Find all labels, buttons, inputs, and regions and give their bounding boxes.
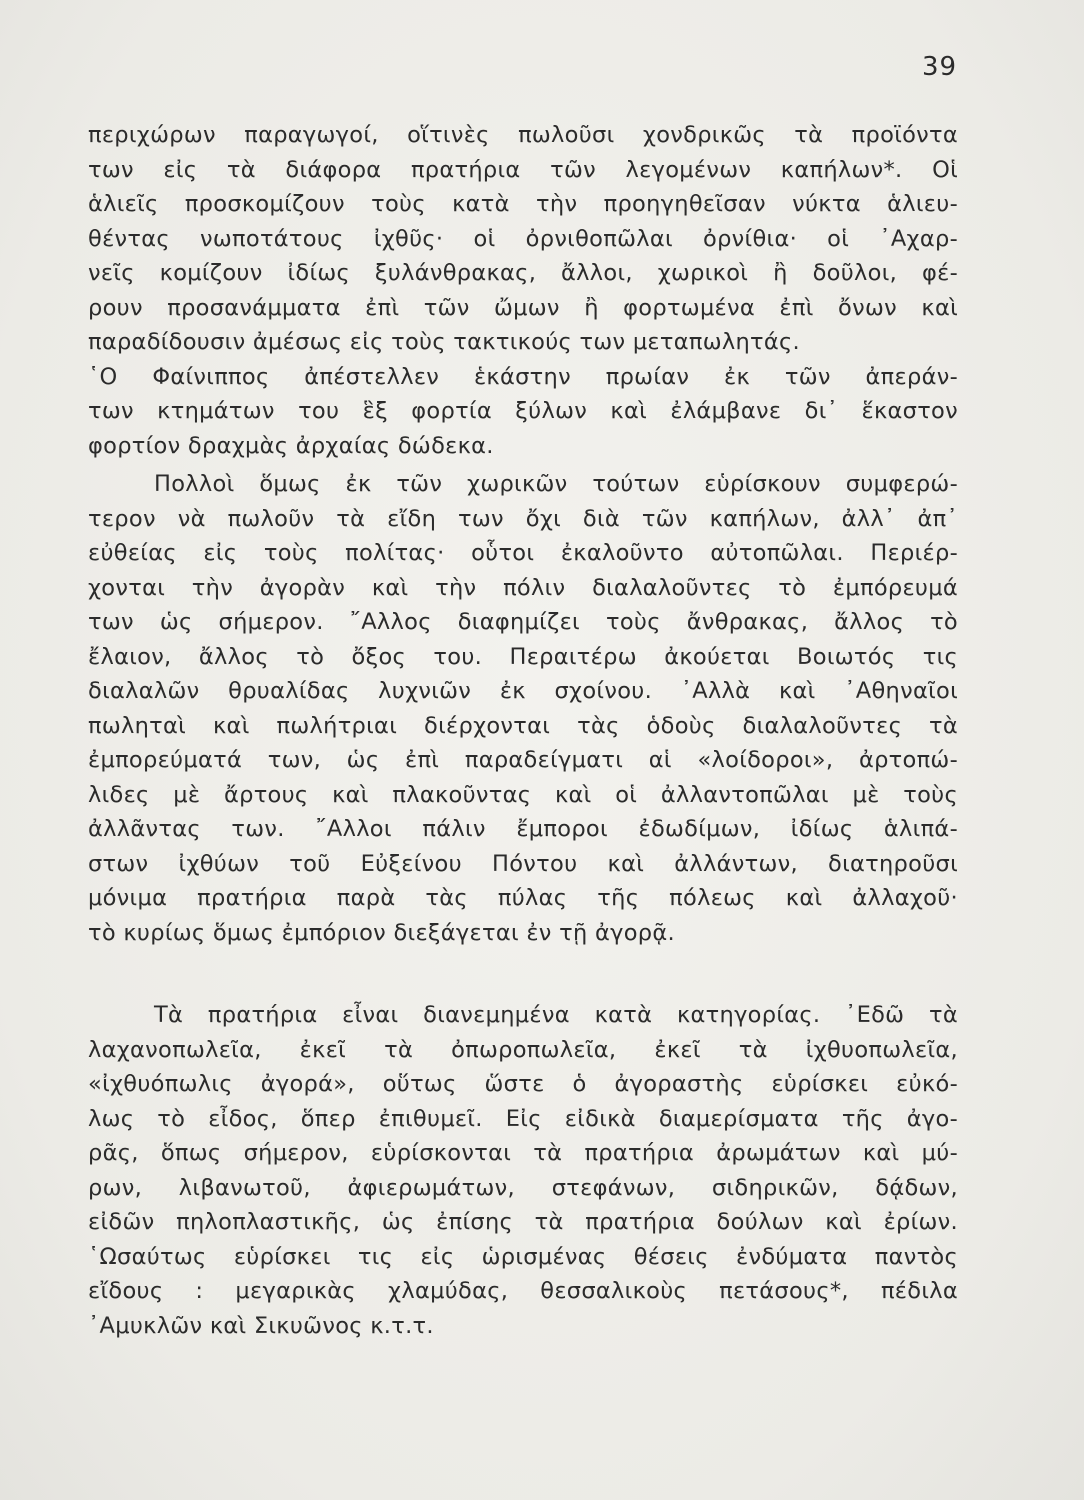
- paragraph-1: [88, 118, 958, 463]
- text-line: λιδες μὲ ἄρτους καὶ πλακοῦντας καὶ οἱ ἀλλαντοπῶλαι μὲ τοὺς: [88, 781, 958, 808]
- text-line: λως τὸ εἶδος, ὅπερ ἐπιθυμεῖ. Εἰς εἰδικὰ διαμερίσματα τῆς ἀγο-: [88, 1105, 958, 1132]
- text-line: ἁλιεῖς προσκομίζουν τοὺς κατὰ τὴν προηγηθεῖσαν νύκτα ἁλιευ-: [88, 191, 958, 217]
- text-line: «ἰχθυόπωλις ἀγορά», οὕτως ὥστε ὁ ἀγοραστὴς εὑρίσκει εὐκό-: [88, 1071, 958, 1097]
- text-line: ρᾶς, ὅπως σήμερον, εὑρίσκονται τὰ πρατήρια ἀρωμάτων καὶ μύ-: [88, 1140, 958, 1166]
- text-line: των ὡς σήμερον. ῎Αλλος διαφημίζει τοὺς ἄνθρακας, ἄλλος τὸ: [88, 609, 958, 635]
- text-line: διαλαλῶν θρυαλίδας λυχνιῶν ἐκ σχοίνου. ᾿Αλλὰ καὶ ᾿Αθηναῖοι: [88, 678, 958, 704]
- text-line: φορτίον δραχμὰς ἀρχαίας δώδεκα.: [88, 432, 494, 459]
- text-line: εἰδῶν πηλοπλαστικῆς, ὡς ἐπίσης τὰ πρατήρια δούλων καὶ ἐρίων.: [88, 1209, 958, 1235]
- text-line: των κτημάτων του ἓξ φορτία ξύλων καὶ ἐλάμβανε δι᾿ ἕκαστον: [88, 398, 958, 424]
- text-line: ῾Ωσαύτως εὑρίσκει τις εἰς ὡρισμένας θέσεις ἐνδύματα παντὸς: [88, 1243, 958, 1270]
- body-text: [88, 118, 958, 1343]
- paragraph-3: [88, 998, 958, 1343]
- text-line: των εἰς τὰ διάφορα πρατήρια τῶν λεγομένων καπήλων*. Οἱ: [88, 156, 958, 183]
- text-line: πωληταὶ καὶ πωλήτριαι διέρχονται τὰς ὁδοὺς διαλαλοῦντες τὰ: [88, 712, 958, 739]
- text-line: παραδίδουσιν ἀμέσως εἰς τοὺς τακτικούς των μεταπωλητάς.: [88, 329, 800, 355]
- text-line: θέντας νωποτάτους ἰχθῦς· οἱ ὀρνιθοπῶλαι ὀρνίθια· οἱ ᾿Αχαρ-: [88, 225, 958, 252]
- text-line: ῾Ο Φαίνιππος ἀπέστελλεν ἑκάστην πρωίαν ἐκ τῶν ἀπεράν-: [88, 363, 958, 390]
- text-line: ἀλλᾶντας των. ῎Αλλοι πάλιν ἔμποροι ἐδωδίμων, ἰδίως ἁλιπά-: [88, 816, 958, 842]
- text-line: Πολλοὶ ὅμως ἐκ τῶν χωρικῶν τούτων εὑρίσκουν συμφερώ-: [154, 471, 958, 497]
- text-line: Τὰ πρατήρια εἶναι διανεμημένα κατὰ κατηγορίας. ᾿Εδῶ τὰ: [154, 1002, 958, 1028]
- text-line: ἔλαιον, ἄλλος τὸ ὄξος του. Περαιτέρω ἀκούεται Βοιωτός τις: [88, 643, 958, 670]
- text-line: χονται τὴν ἀγορὰν καὶ τὴν πόλιν διαλαλοῦντες τὸ ἐμπόρευμά: [88, 574, 958, 601]
- text-line: εὐθείας εἰς τοὺς πολίτας· οὗτοι ἐκαλοῦντο αὐτοπῶλαι. Περιέρ-: [88, 540, 958, 566]
- text-line: ἐμπορεύματά των, ὡς ἐπὶ παραδείγματι αἱ «λοίδοροι», ἀρτοπώ-: [88, 747, 958, 773]
- text-line: ρουν προσανάμματα ἐπὶ τῶν ὤμων ἢ φορτωμένα ἐπὶ ὄνων καὶ: [88, 294, 958, 321]
- text-line: εἴδους : μεγαρικὰς χλαμύδας, θεσσαλικοὺς πετάσους*, πέδιλα: [88, 1278, 958, 1304]
- text-line: τὸ κυρίως ὅμως ἐμπόριον διεξάγεται ἐν τῇ ἀγορᾷ.: [88, 919, 675, 946]
- paragraph-2: [88, 467, 958, 950]
- text-line: τερον νὰ πωλοῦν τὰ εἴδη των ὄχι διὰ τῶν καπήλων, ἀλλ᾿ ἀπ᾿: [88, 505, 958, 532]
- text-line: περιχώρων παραγωγοί, οἵτινὲς πωλοῦσι χονδρικῶς τὰ προϊόντα: [88, 122, 958, 148]
- page-number: 39: [922, 52, 958, 82]
- text-line: ρων, λιβανωτοῦ, ἀφιερωμάτων, στεφάνων, σιδηρικῶν, δᾴδων,: [88, 1174, 958, 1201]
- text-line: νεῖς κομίζουν ἰδίως ξυλάνθρακας, ἄλλοι, χωρικοὶ ἢ δοῦλοι, φέ-: [88, 260, 958, 286]
- text-line: μόνιμα πρατήρια παρὰ τὰς πύλας τῆς πόλεως καὶ ἀλλαχοῦ·: [88, 885, 958, 911]
- text-line: ᾿Αμυκλῶν καὶ Σικυῶνος κ.τ.τ.: [88, 1312, 434, 1339]
- text-line: στων ἰχθύων τοῦ Εὐξείνου Πόντου καὶ ἀλλάντων, διατηροῦσι: [88, 850, 958, 877]
- text-line: λαχανοπωλεῖα, ἐκεῖ τὰ ὀπωροπωλεῖα, ἐκεῖ τὰ ἰχθυοπωλεῖα,: [88, 1036, 958, 1063]
